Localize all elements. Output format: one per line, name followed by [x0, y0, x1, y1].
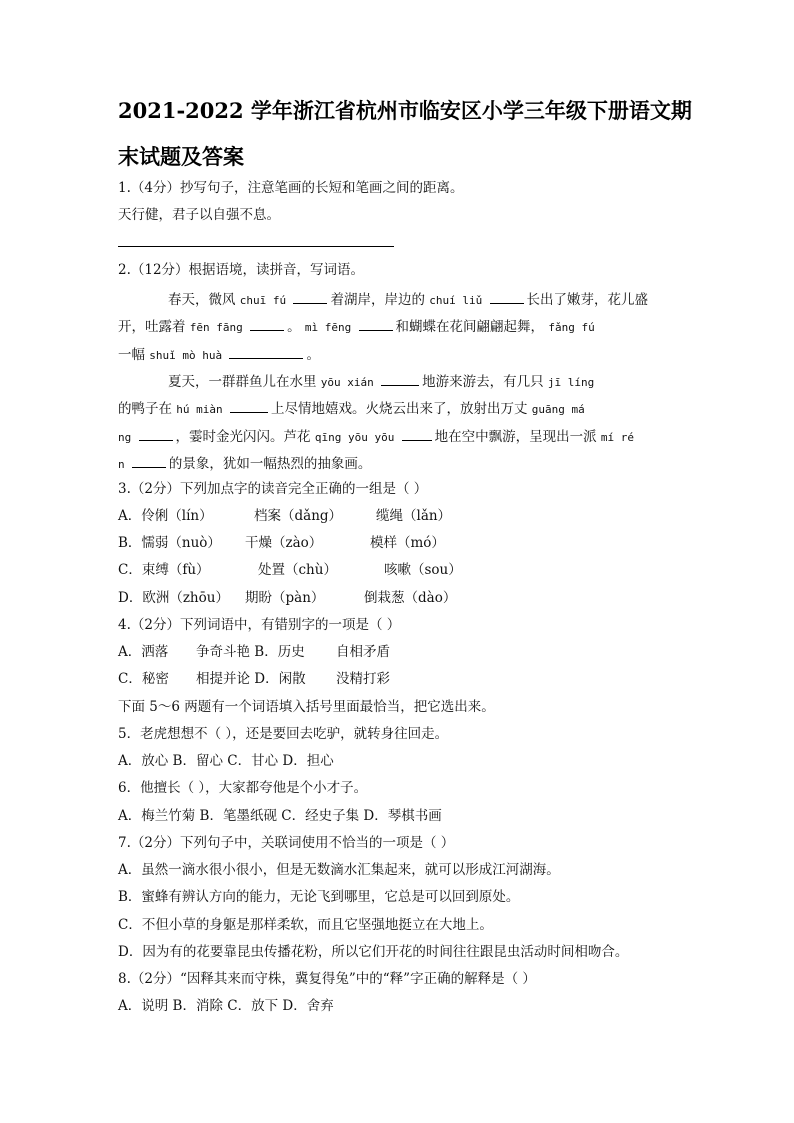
q2-p1-line3: [118, 344, 320, 365]
q2-text: 的景象，犹如一幅热烈的抽象画。: [168, 456, 372, 472]
q2-blank[interactable]: [490, 289, 524, 304]
q2-text: 。: [287, 319, 301, 335]
q2-text: 。: [306, 347, 320, 363]
q3-option-b[interactable]: B．懦弱（nuò） 干燥（zào） 模样（mó）: [118, 535, 445, 551]
q2-text: 开，吐露着: [118, 319, 186, 335]
q2-stem: 2.（12分）根据语境，读拼音，写词语。: [118, 262, 365, 278]
q2-text: 上尽情地嬉戏。火烧云出来了，放射出万丈: [270, 401, 528, 417]
q4-options-row1[interactable]: A．洒落 争奇斗艳 B．历史 自相矛盾: [118, 644, 390, 660]
q2-pinyin: chuí liǔ: [429, 294, 483, 307]
q2-text: 和蝴蝶在花间翩翩起舞，: [395, 319, 545, 335]
q1-stem: 1.（4分）抄写句子，注意笔画的长短和笔画之间的距离。: [118, 180, 464, 196]
q2-text: 地在空中飘游，呈现出一派: [434, 429, 597, 445]
q7-option-b[interactable]: B．蜜蜂有辨认方向的能力，无论飞到哪里，它总是可以回到原处。: [118, 889, 520, 905]
q2-pinyin: n: [118, 458, 125, 471]
section-instruction: 下面 5～6 两题有一个词语填入括号里面最恰当，把它选出来。: [118, 699, 495, 715]
q7-option-a[interactable]: A．虽然一滴水很小很小，但是无数滴水汇集起来，就可以形成江河湖海。: [118, 862, 560, 878]
q2-pinyin: shuǐ mò huà: [149, 349, 223, 362]
q2-p2-line1: [168, 371, 594, 392]
q3-option-a[interactable]: A．伶俐（lín） 档案（dǎng） 缆绳（lǎn）: [118, 508, 452, 524]
q2-text: 春天，微风: [168, 292, 236, 308]
q2-blank[interactable]: [139, 426, 173, 441]
q7-option-c[interactable]: C．不但小草的身躯是那样柔软，而且它坚强地挺立在大地上。: [118, 917, 493, 933]
q2-text: 长出了嫩芽，花儿盛: [526, 292, 649, 308]
q7-stem: 7.（2分）下列句子中，关联词使用不恰当的一项是（ ）: [118, 835, 455, 851]
q2-pinyin: jī líng: [547, 376, 595, 389]
q4-stem: 4.（2分）下列词语中，有错别字的一项是（ ）: [118, 617, 401, 633]
q2-pinyin: qīng yōu yōu: [314, 431, 395, 444]
q2-pinyin: mí ré: [600, 431, 635, 444]
q2-pinyin: fǎng fú: [548, 321, 595, 334]
q1-sentence: 天行健，君子以自强不息。: [118, 207, 280, 223]
document-title-line2: 末试题及答案: [118, 144, 244, 169]
q2-pinyin: chuī fú: [239, 294, 287, 307]
q6-options[interactable]: A．梅兰竹菊 B．笔墨纸砚 C．经史子集 D．琴棋书画: [118, 808, 442, 824]
q2-blank[interactable]: [293, 289, 327, 304]
q7-option-d[interactable]: D．因为有的花要靠昆虫传播花粉，所以它们开花的时间往往跟昆虫活动时间相吻合。: [118, 944, 629, 960]
q2-text: 着湖岸，岸边的: [330, 292, 425, 308]
q2-p2-line4: [118, 453, 371, 474]
q6-stem: 6．他擅长（ ），大家都夸他是个小才子。: [118, 780, 368, 796]
q2-blank[interactable]: [250, 316, 284, 331]
q2-blank[interactable]: [359, 316, 393, 331]
q2-blank[interactable]: [229, 344, 303, 359]
q2-pinyin: guāng má: [531, 403, 585, 416]
q2-pinyin: mì fēng: [304, 321, 352, 334]
q3-option-c[interactable]: C．束缚（fù） 处置（chù） 咳嗽（sou）: [118, 562, 462, 578]
q5-options[interactable]: A．放心 B．留心 C．甘心 D．担心: [118, 753, 334, 769]
q2-p1-line2: [118, 316, 595, 337]
q2-p2-line3: [118, 426, 634, 447]
q2-blank[interactable]: [230, 398, 268, 413]
q2-pinyin: hú miàn: [176, 403, 223, 416]
q2-pinyin: ng: [118, 431, 132, 444]
q1-answer-line: [118, 246, 394, 247]
q2-pinyin: yōu xián: [320, 376, 374, 389]
q4-options-row2[interactable]: C．秘密 相提并论 D．闲散 没精打彩: [118, 671, 390, 687]
document-title-line1: 2021-2022 学年浙江省杭州市临安区小学三年级下册语文期: [118, 98, 692, 123]
q2-text: 夏天，一群群鱼儿在水里: [168, 374, 317, 390]
q2-blank[interactable]: [402, 426, 432, 441]
q2-text: 地游来游去，有几只: [422, 374, 544, 390]
q2-pinyin: fēn fāng: [189, 321, 243, 334]
q2-text: 一幅: [118, 347, 145, 363]
q5-stem: 5．老虎想想不（ ），还是要回去吃驴，就转身往回走。: [118, 726, 449, 742]
q2-p2-line2: [118, 398, 585, 419]
q2-blank[interactable]: [132, 453, 166, 468]
q3-option-d[interactable]: D．欧洲（zhōu） 期盼（pàn） 倒栽葱（dào）: [118, 590, 457, 606]
q8-stem: 8.（2分）“因释其来而守株，冀复得兔”中的“释”字正确的解释是（ ）: [118, 971, 536, 987]
q2-text: ，霎时金光闪闪。芦花: [175, 429, 311, 445]
q8-options[interactable]: A．说明 B．消除 C．放下 D．舍弃: [118, 998, 334, 1014]
q2-p1-line1: [168, 289, 648, 310]
q2-text: 的鸭子在: [118, 401, 172, 417]
q2-blank[interactable]: [381, 371, 419, 386]
q3-stem: 3.（2分）下列加点字的读音完全正确的一组是（ ）: [118, 481, 428, 497]
